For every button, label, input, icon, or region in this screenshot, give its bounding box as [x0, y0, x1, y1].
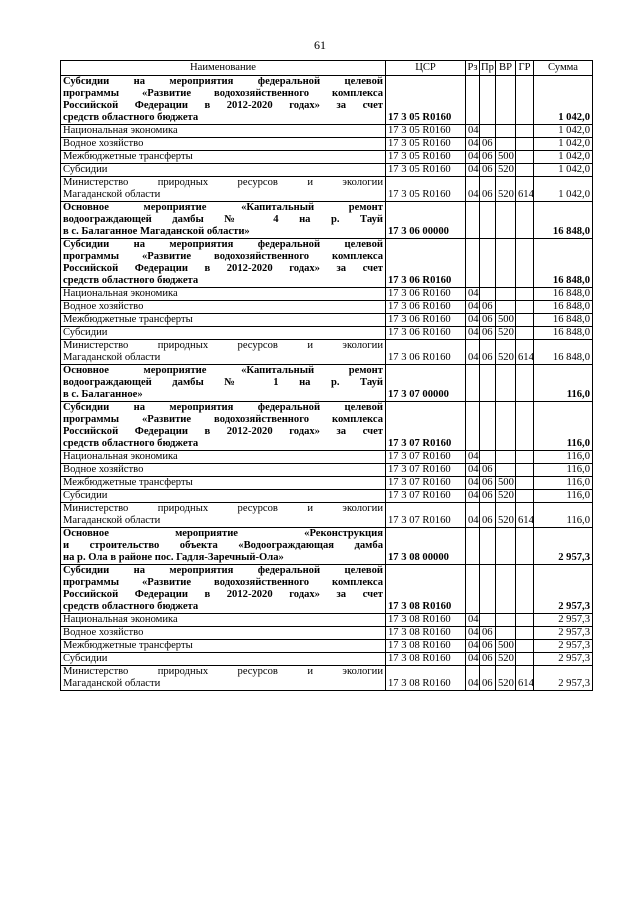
row-name [61, 640, 386, 653]
table-body [61, 76, 593, 691]
row-name [61, 627, 386, 640]
row-pr: 06 [480, 477, 496, 490]
row-pr [480, 202, 496, 239]
table-row [61, 76, 593, 125]
row-name-line: Субсидии на мероприятия федеральной целевой [63, 239, 383, 250]
table-row [61, 464, 593, 477]
row-sum: 16 848,0 [534, 314, 593, 327]
table-row [61, 477, 593, 490]
row-gr: 614 [516, 666, 534, 691]
row-vr [496, 202, 516, 239]
row-sum: 116,0 [534, 464, 593, 477]
row-gr [516, 151, 534, 164]
row-sum: 16 848,0 [534, 288, 593, 301]
row-name-line: Магаданской области [63, 678, 161, 689]
row-name [61, 477, 386, 490]
row-vr: 520 [496, 503, 516, 528]
row-csr: 17 3 07 R0160 [386, 402, 466, 451]
row-name [61, 76, 386, 125]
row-vr [496, 138, 516, 151]
row-rz: 04 [466, 177, 480, 202]
row-name-line: в с. Балаганное Магаданской области» [63, 226, 250, 237]
row-name-line: Российской Федерации в 2012-2020 годах» за счет [63, 100, 383, 111]
row-name-line: Основное мероприятие «Реконструкция [63, 528, 383, 539]
table-header-row [61, 61, 593, 76]
row-csr: 17 3 07 R0160 [386, 464, 466, 477]
row-gr [516, 164, 534, 177]
table-row [61, 640, 593, 653]
row-name [61, 314, 386, 327]
row-sum: 2 957,3 [534, 653, 593, 666]
row-vr [496, 365, 516, 402]
row-pr [480, 288, 496, 301]
row-vr [496, 614, 516, 627]
row-sum: 1 042,0 [534, 177, 593, 202]
row-name [61, 451, 386, 464]
row-name-line: Основное мероприятие «Капитальный ремонт [63, 202, 383, 213]
row-gr [516, 125, 534, 138]
row-gr [516, 314, 534, 327]
table-row [61, 177, 593, 202]
table-row [61, 528, 593, 565]
row-sum: 116,0 [534, 451, 593, 464]
row-rz [466, 402, 480, 451]
row-vr: 520 [496, 490, 516, 503]
row-name-line: средств областного бюджета [63, 275, 199, 286]
row-rz: 04 [466, 477, 480, 490]
row-pr: 06 [480, 640, 496, 653]
row-rz [466, 202, 480, 239]
row-rz [466, 365, 480, 402]
row-name-line: Субсидии на мероприятия федеральной целевой [63, 402, 383, 413]
row-csr: 17 3 05 R0160 [386, 177, 466, 202]
row-name [61, 301, 386, 314]
row-csr: 17 3 06 00000 [386, 202, 466, 239]
row-vr: 520 [496, 653, 516, 666]
table-row [61, 239, 593, 288]
row-name [61, 402, 386, 451]
row-sum: 1 042,0 [534, 138, 593, 151]
row-name [61, 464, 386, 477]
row-name-line: программы «Развитие водохозяйственного комплекса [63, 577, 383, 588]
header-csr: ЦСР [386, 61, 466, 76]
row-rz: 04 [466, 164, 480, 177]
row-rz: 04 [466, 314, 480, 327]
row-gr [516, 402, 534, 451]
table-row [61, 666, 593, 691]
row-rz: 04 [466, 627, 480, 640]
row-name-line: программы «Развитие водохозяйственного комплекса [63, 88, 383, 99]
header-sum: Сумма [534, 61, 593, 76]
row-sum: 16 848,0 [534, 340, 593, 365]
row-gr [516, 138, 534, 151]
row-name [61, 340, 386, 365]
row-pr [480, 365, 496, 402]
row-name-line: Субсидии [63, 327, 108, 338]
table-row [61, 327, 593, 340]
row-vr [496, 301, 516, 314]
row-sum: 1 042,0 [534, 76, 593, 125]
row-vr: 500 [496, 314, 516, 327]
row-rz: 04 [466, 288, 480, 301]
row-csr: 17 3 07 R0160 [386, 490, 466, 503]
row-csr: 17 3 07 00000 [386, 365, 466, 402]
row-name [61, 565, 386, 614]
row-gr [516, 528, 534, 565]
row-gr [516, 239, 534, 288]
row-vr: 520 [496, 666, 516, 691]
row-pr [480, 402, 496, 451]
row-gr [516, 565, 534, 614]
row-name-line: Российской Федерации в 2012-2020 годах» за счет [63, 426, 383, 437]
table-row [61, 565, 593, 614]
row-name-line: Субсидии [63, 490, 108, 501]
table-row [61, 288, 593, 301]
row-vr: 520 [496, 340, 516, 365]
row-name-line: Межбюджетные трансферты [63, 314, 193, 325]
row-rz: 04 [466, 653, 480, 666]
row-csr: 17 3 05 R0160 [386, 138, 466, 151]
row-rz: 04 [466, 327, 480, 340]
row-gr [516, 202, 534, 239]
row-rz: 04 [466, 640, 480, 653]
row-name-line: в с. Балаганное» [63, 389, 143, 400]
row-pr: 06 [480, 314, 496, 327]
row-vr [496, 565, 516, 614]
table-row [61, 503, 593, 528]
table-row [61, 365, 593, 402]
row-name-line: водоограждающей дамбы № 1 на р. Тауй [63, 377, 383, 388]
table-row [61, 653, 593, 666]
row-name-line: средств областного бюджета [63, 112, 199, 123]
row-sum: 116,0 [534, 490, 593, 503]
row-pr [480, 565, 496, 614]
row-vr [496, 627, 516, 640]
row-name [61, 327, 386, 340]
row-sum: 2 957,3 [534, 640, 593, 653]
header-gr: ГР [516, 61, 534, 76]
row-pr: 06 [480, 177, 496, 202]
row-name [61, 202, 386, 239]
header-name: Наименование [61, 61, 386, 76]
row-csr: 17 3 08 R0160 [386, 666, 466, 691]
row-csr: 17 3 08 R0160 [386, 640, 466, 653]
row-rz: 04 [466, 301, 480, 314]
table-row [61, 314, 593, 327]
row-pr [480, 528, 496, 565]
row-name [61, 503, 386, 528]
row-csr: 17 3 05 R0160 [386, 151, 466, 164]
row-pr: 06 [480, 301, 496, 314]
row-vr [496, 125, 516, 138]
row-gr [516, 365, 534, 402]
row-name [61, 239, 386, 288]
row-rz: 04 [466, 451, 480, 464]
row-name-line: Межбюджетные трансферты [63, 640, 193, 651]
page-number: 61 [314, 38, 326, 52]
row-sum: 1 042,0 [534, 164, 593, 177]
row-name-line: Субсидии на мероприятия федеральной целевой [63, 76, 383, 87]
row-name [61, 125, 386, 138]
row-csr: 17 3 05 R0160 [386, 76, 466, 125]
row-name-line: Субсидии [63, 653, 108, 664]
row-gr [516, 76, 534, 125]
row-name-line: на р. Ола в районе пос. Гадля-Заречный-Ола» [63, 552, 284, 563]
row-name-line: Межбюджетные трансферты [63, 151, 193, 162]
row-vr [496, 76, 516, 125]
table-row [61, 402, 593, 451]
row-name [61, 614, 386, 627]
row-vr [496, 288, 516, 301]
row-vr: 520 [496, 177, 516, 202]
row-csr: 17 3 05 R0160 [386, 125, 466, 138]
row-sum: 1 042,0 [534, 125, 593, 138]
row-vr [496, 402, 516, 451]
row-vr: 500 [496, 640, 516, 653]
row-name [61, 164, 386, 177]
row-pr: 06 [480, 490, 496, 503]
row-pr: 06 [480, 151, 496, 164]
row-name-line: Национальная экономика [63, 451, 178, 462]
row-sum: 16 848,0 [534, 239, 593, 288]
header-vr: ВР [496, 61, 516, 76]
budget-table [60, 60, 593, 691]
row-pr: 06 [480, 327, 496, 340]
row-gr [516, 464, 534, 477]
row-pr: 06 [480, 464, 496, 477]
row-vr [496, 528, 516, 565]
row-gr [516, 640, 534, 653]
row-pr [480, 125, 496, 138]
row-csr: 17 3 07 R0160 [386, 477, 466, 490]
row-vr: 500 [496, 151, 516, 164]
row-rz: 04 [466, 151, 480, 164]
row-csr: 17 3 06 R0160 [386, 239, 466, 288]
table-row [61, 627, 593, 640]
row-sum: 16 848,0 [534, 327, 593, 340]
table-row [61, 164, 593, 177]
row-name-line: Субсидии [63, 164, 108, 175]
table-row [61, 125, 593, 138]
row-name [61, 666, 386, 691]
row-name [61, 365, 386, 402]
row-name-line: Министерство природных ресурсов и экологии [63, 666, 383, 677]
row-name [61, 151, 386, 164]
row-gr: 614 [516, 503, 534, 528]
row-csr: 17 3 08 R0160 [386, 653, 466, 666]
row-gr [516, 327, 534, 340]
row-sum: 1 042,0 [534, 151, 593, 164]
row-name-line: Субсидии на мероприятия федеральной целевой [63, 565, 383, 576]
row-gr [516, 301, 534, 314]
table-row [61, 202, 593, 239]
row-csr: 17 3 06 R0160 [386, 301, 466, 314]
row-sum: 2 957,3 [534, 565, 593, 614]
row-csr: 17 3 08 00000 [386, 528, 466, 565]
row-vr: 520 [496, 164, 516, 177]
row-name-line: Национальная экономика [63, 288, 178, 299]
row-pr [480, 239, 496, 288]
row-name-line: водоограждающей дамбы № 4 на р. Тауй [63, 214, 383, 225]
row-csr: 17 3 05 R0160 [386, 164, 466, 177]
row-name-line: Водное хозяйство [63, 627, 144, 638]
row-sum: 16 848,0 [534, 202, 593, 239]
row-gr: 614 [516, 340, 534, 365]
row-name [61, 288, 386, 301]
row-name-line: Водное хозяйство [63, 138, 144, 149]
row-vr: 500 [496, 477, 516, 490]
row-name [61, 653, 386, 666]
row-pr: 06 [480, 340, 496, 365]
row-sum: 2 957,3 [534, 614, 593, 627]
row-name-line: Национальная экономика [63, 125, 178, 136]
row-name-line: Министерство природных ресурсов и экологии [63, 503, 383, 514]
row-gr [516, 614, 534, 627]
row-csr: 17 3 08 R0160 [386, 565, 466, 614]
row-sum: 116,0 [534, 503, 593, 528]
row-rz: 04 [466, 503, 480, 528]
row-gr [516, 490, 534, 503]
row-name-line: Министерство природных ресурсов и экологии [63, 340, 383, 351]
table-row [61, 490, 593, 503]
row-rz: 04 [466, 666, 480, 691]
table-row [61, 614, 593, 627]
row-pr [480, 614, 496, 627]
row-pr: 06 [480, 666, 496, 691]
row-csr: 17 3 07 R0160 [386, 451, 466, 464]
table-row [61, 451, 593, 464]
row-name-line: Министерство природных ресурсов и экологии [63, 177, 383, 188]
row-vr [496, 451, 516, 464]
row-pr: 06 [480, 138, 496, 151]
row-vr [496, 239, 516, 288]
table-row [61, 301, 593, 314]
row-rz: 04 [466, 464, 480, 477]
row-csr: 17 3 08 R0160 [386, 627, 466, 640]
row-name-line: Водное хозяйство [63, 464, 144, 475]
row-pr: 06 [480, 503, 496, 528]
row-rz: 04 [466, 340, 480, 365]
row-rz [466, 76, 480, 125]
row-vr [496, 464, 516, 477]
row-pr: 06 [480, 627, 496, 640]
row-name [61, 138, 386, 151]
row-name-line: Водное хозяйство [63, 301, 144, 312]
row-name-line: Магаданской области [63, 352, 161, 363]
row-gr [516, 288, 534, 301]
row-name-line: Российской Федерации в 2012-2020 годах» за счет [63, 589, 383, 600]
row-rz [466, 528, 480, 565]
row-name [61, 177, 386, 202]
row-rz [466, 239, 480, 288]
row-name-line: программы «Развитие водохозяйственного комплекса [63, 414, 383, 425]
row-rz: 04 [466, 614, 480, 627]
row-name-line: Магаданской области [63, 189, 161, 200]
row-rz: 04 [466, 138, 480, 151]
row-name-line: Основное мероприятие «Капитальный ремонт [63, 365, 383, 376]
row-sum: 2 957,3 [534, 528, 593, 565]
header-pr: Пр [480, 61, 496, 76]
row-sum: 2 957,3 [534, 627, 593, 640]
row-gr [516, 451, 534, 464]
row-rz: 04 [466, 125, 480, 138]
row-pr: 06 [480, 653, 496, 666]
row-name-line: Межбюджетные трансферты [63, 477, 193, 488]
row-csr: 17 3 06 R0160 [386, 340, 466, 365]
row-name-line: программы «Развитие водохозяйственного комплекса [63, 251, 383, 262]
row-sum: 116,0 [534, 365, 593, 402]
row-csr: 17 3 08 R0160 [386, 614, 466, 627]
row-gr [516, 477, 534, 490]
row-csr: 17 3 07 R0160 [386, 503, 466, 528]
row-sum: 2 957,3 [534, 666, 593, 691]
row-gr [516, 653, 534, 666]
row-pr [480, 76, 496, 125]
row-name-line: средств областного бюджета [63, 601, 199, 612]
row-sum: 16 848,0 [534, 301, 593, 314]
row-name-line: средств областного бюджета [63, 438, 199, 449]
header-rz: Рз [466, 61, 480, 76]
row-name-line: и строительство объекта «Водоограждающая дамба [63, 540, 383, 551]
row-csr: 17 3 06 R0160 [386, 314, 466, 327]
row-name-line: Магаданской области [63, 515, 161, 526]
row-vr: 520 [496, 327, 516, 340]
row-sum: 116,0 [534, 402, 593, 451]
table-row [61, 151, 593, 164]
table-row [61, 340, 593, 365]
row-name-line: Российской Федерации в 2012-2020 годах» за счет [63, 263, 383, 274]
row-gr [516, 627, 534, 640]
row-rz: 04 [466, 490, 480, 503]
row-gr: 614 [516, 177, 534, 202]
row-rz [466, 565, 480, 614]
row-pr [480, 451, 496, 464]
row-csr: 17 3 06 R0160 [386, 327, 466, 340]
row-sum: 116,0 [534, 477, 593, 490]
row-pr: 06 [480, 164, 496, 177]
row-name [61, 528, 386, 565]
row-name-line: Национальная экономика [63, 614, 178, 625]
row-name [61, 490, 386, 503]
table-row [61, 138, 593, 151]
row-csr: 17 3 06 R0160 [386, 288, 466, 301]
